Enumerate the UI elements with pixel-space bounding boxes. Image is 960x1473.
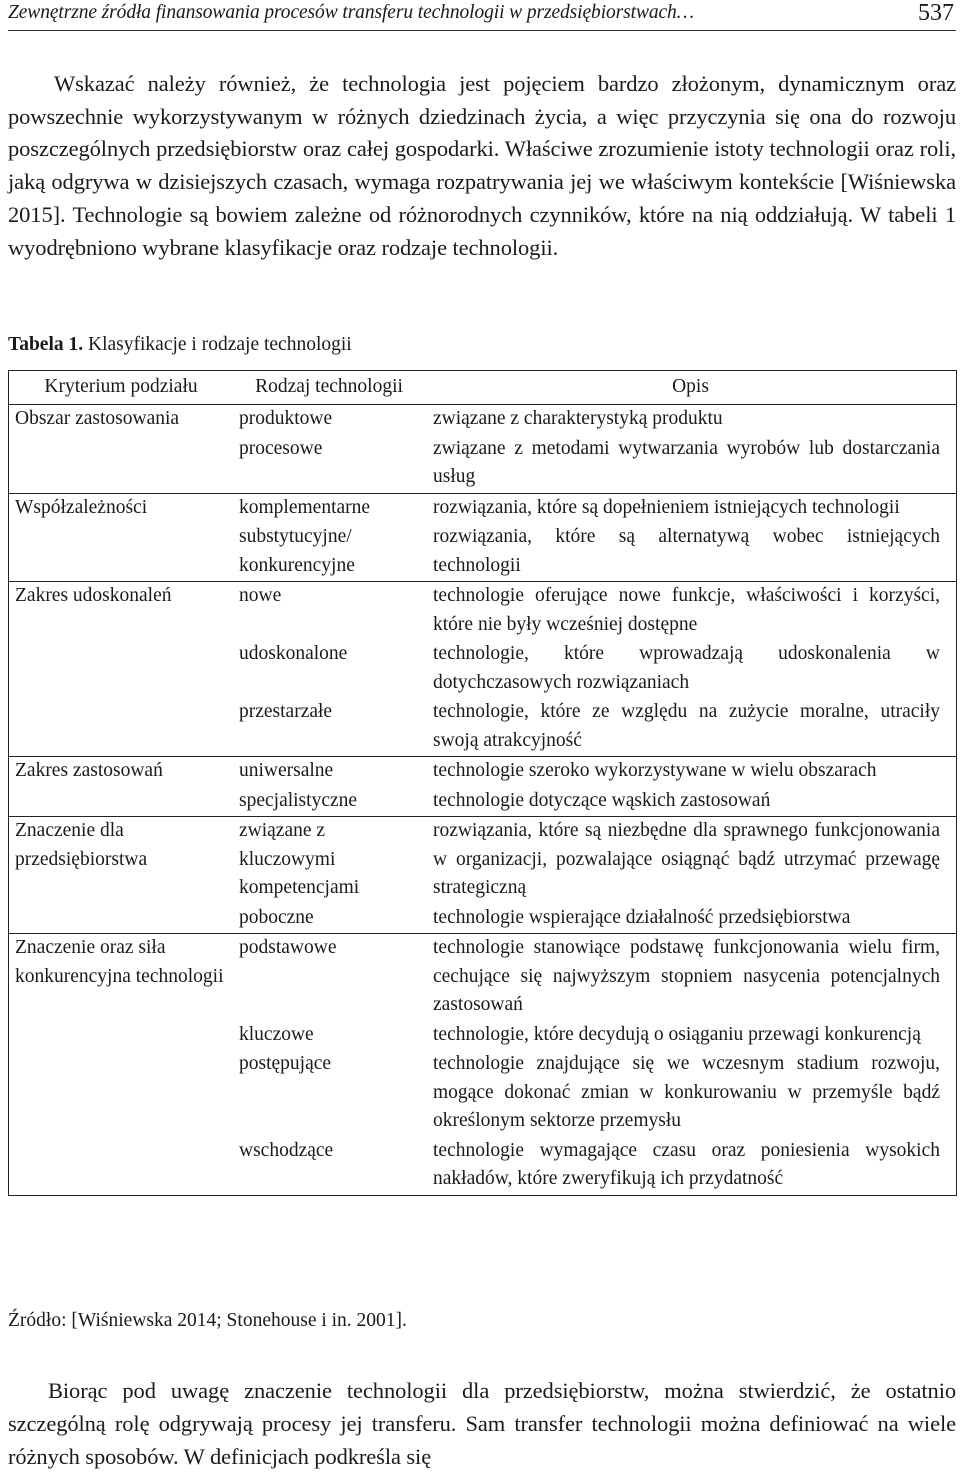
description-cell: technologie szeroko wykorzystywane w wielu obszarach (425, 757, 957, 787)
table-row (9, 523, 957, 582)
criterion-cell (9, 1050, 234, 1137)
type-cell: udoskonalone (239, 643, 348, 664)
criterion-cell: Zakres zastosowań (9, 757, 234, 787)
table-row (9, 435, 957, 494)
table-header-row (9, 371, 957, 405)
table-row (9, 405, 957, 435)
type-cell: wschodzące (239, 1139, 334, 1161)
header-description: Opis (425, 371, 957, 405)
running-header (8, 0, 956, 31)
description-cell: technologie wymagające czasu oraz poniesienia wysokich nakładów, które zweryfikują ich przydatność (433, 1139, 940, 1189)
table-row (9, 1137, 957, 1196)
table-row (9, 582, 957, 641)
description-cell: technologie, które wprowadzają udoskonalenia w dotychczasowych rozwiązaniach (433, 643, 940, 693)
type-cell: procesowe (239, 437, 323, 459)
table-caption (8, 334, 352, 356)
criterion-cell: Zakres udoskonaleń (9, 582, 234, 641)
table-row (9, 1050, 957, 1137)
description-cell: technologie znajdujące się we wczesnym stadium rozwoju, mogące dokonać zmian w konkurowaniu w przemyśle bądź określonym sektorze przemysłu (433, 1053, 940, 1131)
table-row (9, 640, 957, 698)
type-cell: przestarzałe (239, 701, 333, 722)
description-cell: związane z metodami wytwarzania wyrobów lub dostarczania usług (433, 437, 940, 487)
description-cell: technologie oferujące nowe funkcje, właściwości i korzyści, które nie były wcześniej dostępne (425, 582, 957, 641)
table-source: Źródło: [Wiśniewska 2014; Stonehouse i in. 2001]. (8, 1310, 407, 1331)
table-caption-label: Tabela 1. (8, 334, 84, 355)
criterion-cell (9, 787, 234, 817)
description-cell: rozwiązania, które są dopełnieniem istniejących technologii (425, 493, 957, 523)
type-cell: nowe (233, 582, 425, 641)
table-row (9, 934, 957, 1021)
body-paragraph-1: Wskazać należy również, że technologia jest pojęciem bardzo złożonym, dynamicznym oraz powszechnie wykorzystywanym w różnych dziedzinach życia, a więc przyczynia się ona do rozwoju poszczególnych przedsiębiorstw oraz całej gospodarki. Właściwe zrozumienie istoty technologii oraz roli, jaką odgrywa w dzisiejszych czasach, wymaga rozpatrywania jej we właściwym kontekście [Wiśniewska 2015]. Technologie są bowiem zależne od różnorodnych czynników, które na nią oddziałują. W tabeli 1 wyodrębniono wybrane klasyfikacje oraz rodzaje technologii. (8, 71, 956, 260)
description-cell: rozwiązania, które są niezbędne dla sprawnego funkcjonowania w organizacji, pozwalające osiągnąć bądź utrzymać przewagę strategiczną (425, 817, 957, 904)
criterion-cell (9, 435, 234, 494)
type-cell: postępujące (239, 1053, 332, 1074)
criterion-cell (9, 523, 234, 582)
type-cell: związane z kluczowymi kompetencjami (233, 817, 425, 904)
header-title: Zewnętrzne źródła finansowania procesów transferu technologii w przedsiębiorstwach… (8, 2, 694, 23)
table-body (9, 405, 957, 1196)
criterion-cell (9, 640, 234, 698)
description-cell: technologie stanowiące podstawę funkcjonowania wielu firm, cechujące się najwyższym stopniem nasycenia potencjalnych zastosowań (425, 934, 957, 1021)
table-caption-text: Klasyfikacje i rodzaje technologii (83, 334, 352, 355)
criterion-cell: Znaczenie dla przedsiębiorstwa (9, 817, 234, 904)
header-criterion: Kryterium podziału (9, 371, 234, 405)
criterion-cell: Znaczenie oraz siła konkurencyjna technologii (9, 934, 234, 1021)
table-row (9, 698, 957, 757)
criterion-cell (9, 698, 234, 757)
table-row (9, 493, 957, 523)
type-cell: specjalistyczne (239, 789, 358, 811)
header-type: Rodzaj technologii (233, 371, 425, 405)
description-cell: związane z charakterystyką produktu (433, 408, 723, 429)
type-cell: substytucyjne/ konkurencyjne (239, 526, 355, 576)
criterion-cell (9, 1137, 234, 1196)
type-cell: poboczne (239, 906, 314, 928)
description-cell: technologie, które decydują o osiąganiu przewagi konkurencją (433, 1023, 921, 1045)
criterion-cell: Współzależności (9, 493, 234, 523)
criterion-cell (9, 904, 234, 934)
type-cell: uniwersalne (233, 757, 425, 787)
table-row (9, 787, 957, 817)
type-cell: kluczowe (239, 1023, 314, 1045)
description-cell: technologie wspierające działalność przedsiębiorstwa (433, 906, 851, 928)
criterion-cell: Obszar zastosowania (15, 408, 180, 429)
criterion-cell (9, 1021, 234, 1051)
type-cell: komplementarne (233, 493, 425, 523)
description-cell: rozwiązania, które są alternatywą wobec istniejących technologii (433, 526, 940, 576)
type-cell: produktowe (239, 408, 333, 429)
page-number: 537 (918, 0, 954, 26)
type-cell: podstawowe (233, 934, 425, 1021)
table-row (9, 817, 957, 904)
table-row (9, 904, 957, 934)
table-row (9, 757, 957, 787)
technology-classification-table (8, 370, 957, 1196)
description-cell: technologie, które ze względu na zużycie moralne, utraciły swoją atrakcyjność (433, 701, 940, 751)
description-cell: technologie dotyczące wąskich zastosowań (433, 789, 771, 811)
body-paragraph-2: Biorąc pod uwagę znaczenie technologii dla przedsiębiorstw, można stwierdzić, że ostatnio szczególną rolę odgrywają procesy jej transferu. Sam transfer technologii można definiować na wiele różnych sposobów. W definicjach podkreśla się (8, 1378, 956, 1469)
table-row (9, 1021, 957, 1051)
